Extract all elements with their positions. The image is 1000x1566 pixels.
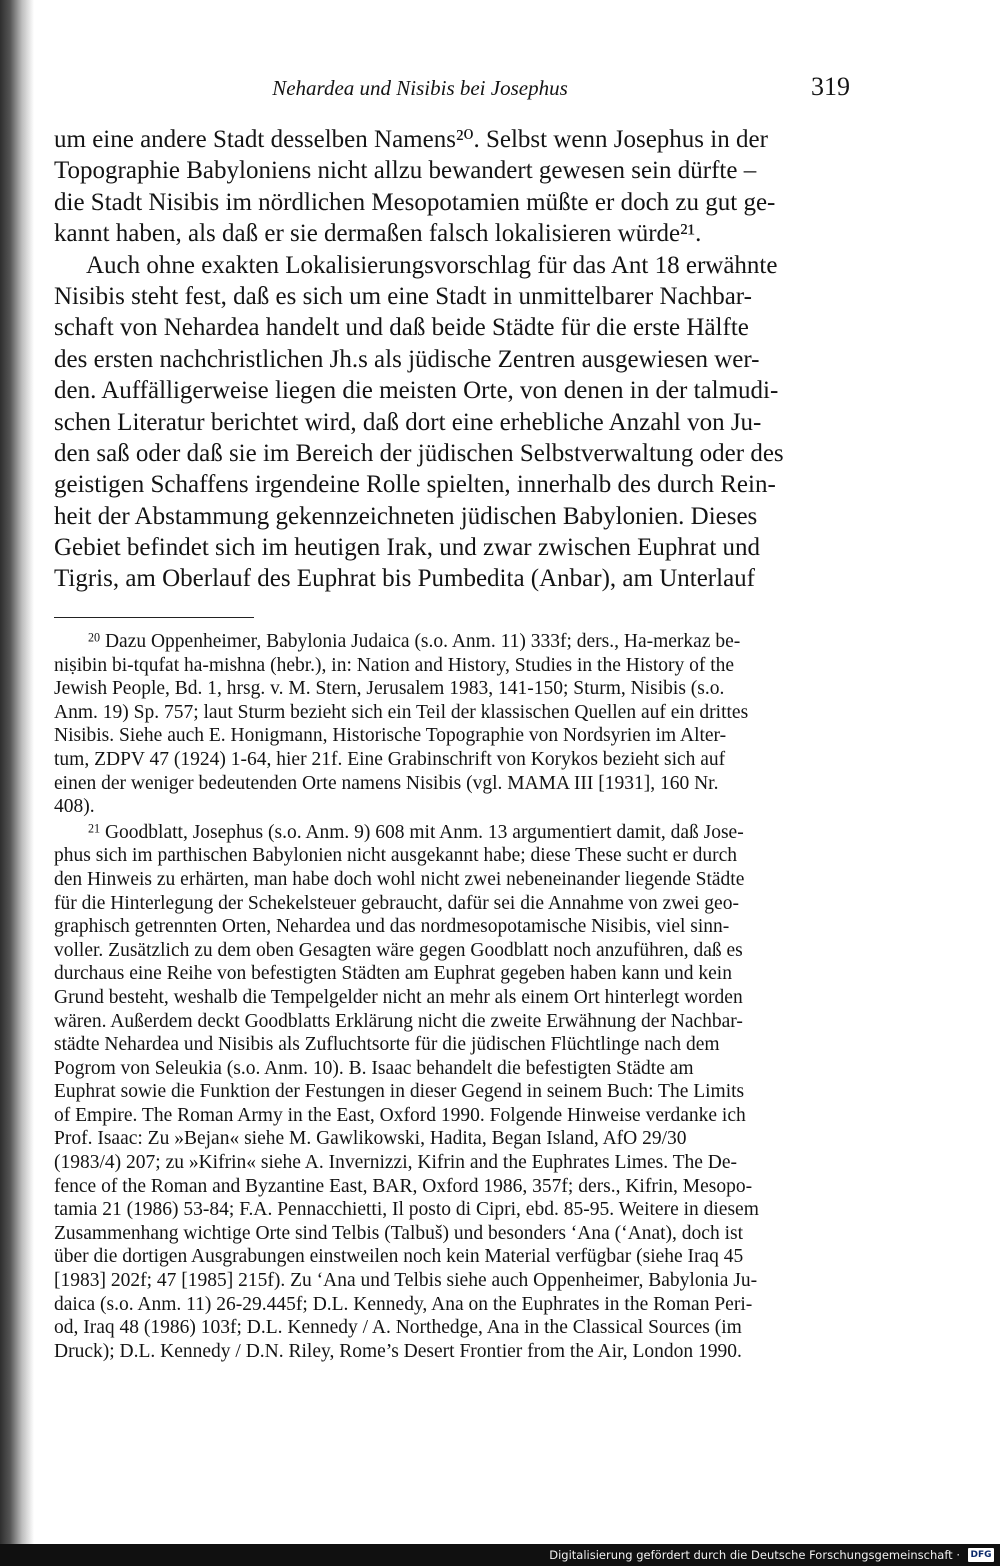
text-line: schaft von Nehardea handelt und daß beide Städte für die erste Hälfte <box>54 314 749 342</box>
main-text <box>54 124 854 595</box>
footnote-line: phus sich im parthischen Babylonien nicht ausgekannt habe; diese These sucht er durch <box>54 845 738 867</box>
footnote-line: (1983/4) 207; zu »Kifrin« siehe A. Invernizzi, Kifrin and the Euphrates Limes. The De- <box>54 1152 738 1174</box>
text-line: um eine andere Stadt desselben Namens²⁰. Selbst wenn Josephus in der <box>54 126 768 153</box>
footnote-21-text: $^{21}$ Goodblatt, Josephus (s.o. Anm. 9) 608 mit Anm. 13 argumentiert damit, daß Jose- <box>88 821 744 843</box>
footnote-line: fence of the Roman and Byzantine East, BAR, Oxford 1986, 357f; ders., Kifrin, Mesopo- <box>54 1175 753 1197</box>
footnote-separator <box>54 617 254 618</box>
running-title: Nehardea und Nisibis bei Josephus <box>272 76 568 100</box>
footnote-line: od, Iraq 48 (1986) 103f; D.L. Kennedy / A. Northedge, Ana in the Classical Sources (im <box>54 1317 742 1339</box>
text-line: Nisibis steht fest, daß es sich um eine Stadt in unmittelbarer Nachbar- <box>54 282 752 310</box>
footnote-line: daica (s.o. Anm. 11) 26-29.445f; D.L. Kennedy, Ana on the Euphrates in the Roman Peri- <box>54 1293 753 1315</box>
text-line: schen Literatur berichtet wird, daß dort eine erhebliche Anzahl von Ju- <box>54 408 762 436</box>
footnote-line: voller. Zusätzlich zu dem oben Gesagten wäre gegen Goodblatt noch anzuführen, daß es <box>54 939 743 961</box>
footnote-line: Euphrat sowie die Funktion der Festungen in dieser Gegend in seinem Buch: The Limits <box>54 1081 745 1103</box>
binding-shadow <box>0 0 34 1546</box>
footnote-line: über die dortigen Ausgrabungen einstweilen noch kein Material verfügbar (siehe Iraq 45 <box>54 1246 744 1268</box>
footnote-20-first-line <box>54 630 850 654</box>
text-line: heit der Abstammung gekennzeichneten jüdischen Babylonien. Dieses <box>54 502 758 530</box>
dfg-logo-icon: DFG <box>968 1548 994 1562</box>
footnote-number: 21 <box>88 821 101 836</box>
footnote-line: städte Nehardea und Nisibis als Zufluchtsorte für die jüdischen Flüchtlinge nach dem <box>54 1034 720 1056</box>
footnote-line: Jewish People, Bd. 1, hrsg. v. M. Stern, Jerusalem 1983, 141-150; Sturm, Nisibis (s.o. <box>54 678 725 700</box>
text-line: Tigris, am Oberlauf des Euphrat bis Pumbedita (Anbar), am Unterlauf <box>54 565 756 593</box>
footnote-line: tamia 21 (1986) 53-84; F.A. Pennacchietti, Il posto di Cipri, ebd. 85-95. Weitere in diesem <box>54 1199 759 1221</box>
footnote-number: 20 <box>88 630 101 645</box>
page-header <box>0 72 1000 106</box>
footnote-line: Pogrom von Seleukia (s.o. Anm. 10). B. Isaac behandelt die befestigten Städte am <box>54 1057 694 1079</box>
text-line: des ersten nachchristlichen Jh.s als jüdische Zentren ausgewiesen wer- <box>54 345 760 373</box>
footnote-21-first-line <box>54 821 850 845</box>
footnotes <box>54 630 850 1363</box>
footnote-line: of Empire. The Roman Army in the East, Oxford 1990. Folgende Hinweise verdanke ich <box>54 1104 746 1126</box>
footnote-20-text: $^{20}$ Dazu Oppenheimer, Babylonia Judaica (s.o. Anm. 11) 333f; ders., Ha-merkaz be- <box>88 630 741 652</box>
text-line: Topographie Babyloniens nicht allzu bewandert gewesen sein dürfte – <box>54 157 757 185</box>
footnote-line: Zusammenhang wichtige Orte sind Telbis (Talbuš) und besonders ‘Ana (‘Anat), doch ist <box>54 1222 744 1244</box>
footnote-line: Nisibis. Siehe auch E. Honigmann, Historische Topographie von Nordsyrien im Alter- <box>54 725 727 747</box>
footnote-line: für die Hinterlegung der Schekelsteuer gebraucht, dafür sei die Annahme von zwei geo- <box>54 892 739 914</box>
footnote-line: [1983] 202f; 47 [1985] 215f). Zu ‘Ana und Telbis siehe auch Oppenheimer, Babylonia Ju- <box>54 1270 758 1292</box>
digitization-footer <box>0 1544 1000 1566</box>
footnote-line: Druck); D.L. Kennedy / D.N. Riley, Rome’s Desert Frontier from the Air, London 1990. <box>54 1340 742 1362</box>
page-number: 319 <box>811 72 850 101</box>
footnote-line: Grund besteht, weshalb die Tempelgelder nicht an mehr als einem Ort hinterlegt worden <box>54 986 743 1008</box>
text-line: den. Auffälligerweise liegen die meisten Orte, von denen in der talmudi- <box>54 377 779 405</box>
footnote-line: graphisch getrennten Orten, Nehardea und das nordmesopotamische Nisibis, viel sinn- <box>54 916 730 938</box>
footnote-line: 408). <box>54 796 95 818</box>
text-line: die Stadt Nisibis im nördlichen Mesopotamien müßte er doch zu gut ge- <box>54 188 776 216</box>
text-line: den saß oder daß sie im Bereich der jüdischen Selbstverwaltung oder des <box>54 439 784 467</box>
footnote-line: niṣibin bi-tqufat ha-mishna (hebr.), in: Nation and History, Studies in the History of the <box>54 654 735 676</box>
text-line: kannt haben, als daß er sie dermaßen falsch lokalisieren würde²¹. <box>54 220 702 248</box>
footnote-line: Anm. 19) Sp. 757; laut Sturm bezieht sich ein Teil der klassischen Quellen auf ein drittes <box>54 701 749 723</box>
footer-credit: Digitalisierung gefördert durch die Deutsche Forschungsgemeinschaft · <box>549 1548 960 1562</box>
footnote-line: Prof. Isaac: Zu »Bejan« siehe M. Gawlikowski, Hadita, Began Island, AfO 29/30 <box>54 1128 687 1150</box>
footnote-line: tum, ZDPV 47 (1924) 1-64, hier 21f. Eine Grabinschrift von Korykos bezieht sich auf <box>54 748 726 770</box>
text-line: Gebiet befindet sich im heutigen Irak, und zwar zwischen Euphrat und <box>54 534 761 562</box>
footnote-line: einen der weniger bedeutenden Orte namens Nisibis (vgl. MAMA III [1931], 160 Nr. <box>54 772 719 794</box>
text-line: geistigen Schaffens irgendeine Rolle spielten, innerhalb des durch Rein- <box>54 471 776 499</box>
footnote-line: den Hinweis zu erhärten, man habe doch wohl nicht zwei nebeneinander liegende Städte <box>54 868 745 890</box>
footnote-line: durchaus eine Reihe von befestigten Städten am Euphrat gegeben haben kann und kein <box>54 963 732 985</box>
footnote-line: wären. Außerdem deckt Goodblatts Erklärung nicht die zweite Erwähnung der Nachbar- <box>54 1010 743 1032</box>
text-line: Auch ohne exakten Lokalisierungsvorschlag für das Ant 18 erwähnte <box>86 251 778 279</box>
